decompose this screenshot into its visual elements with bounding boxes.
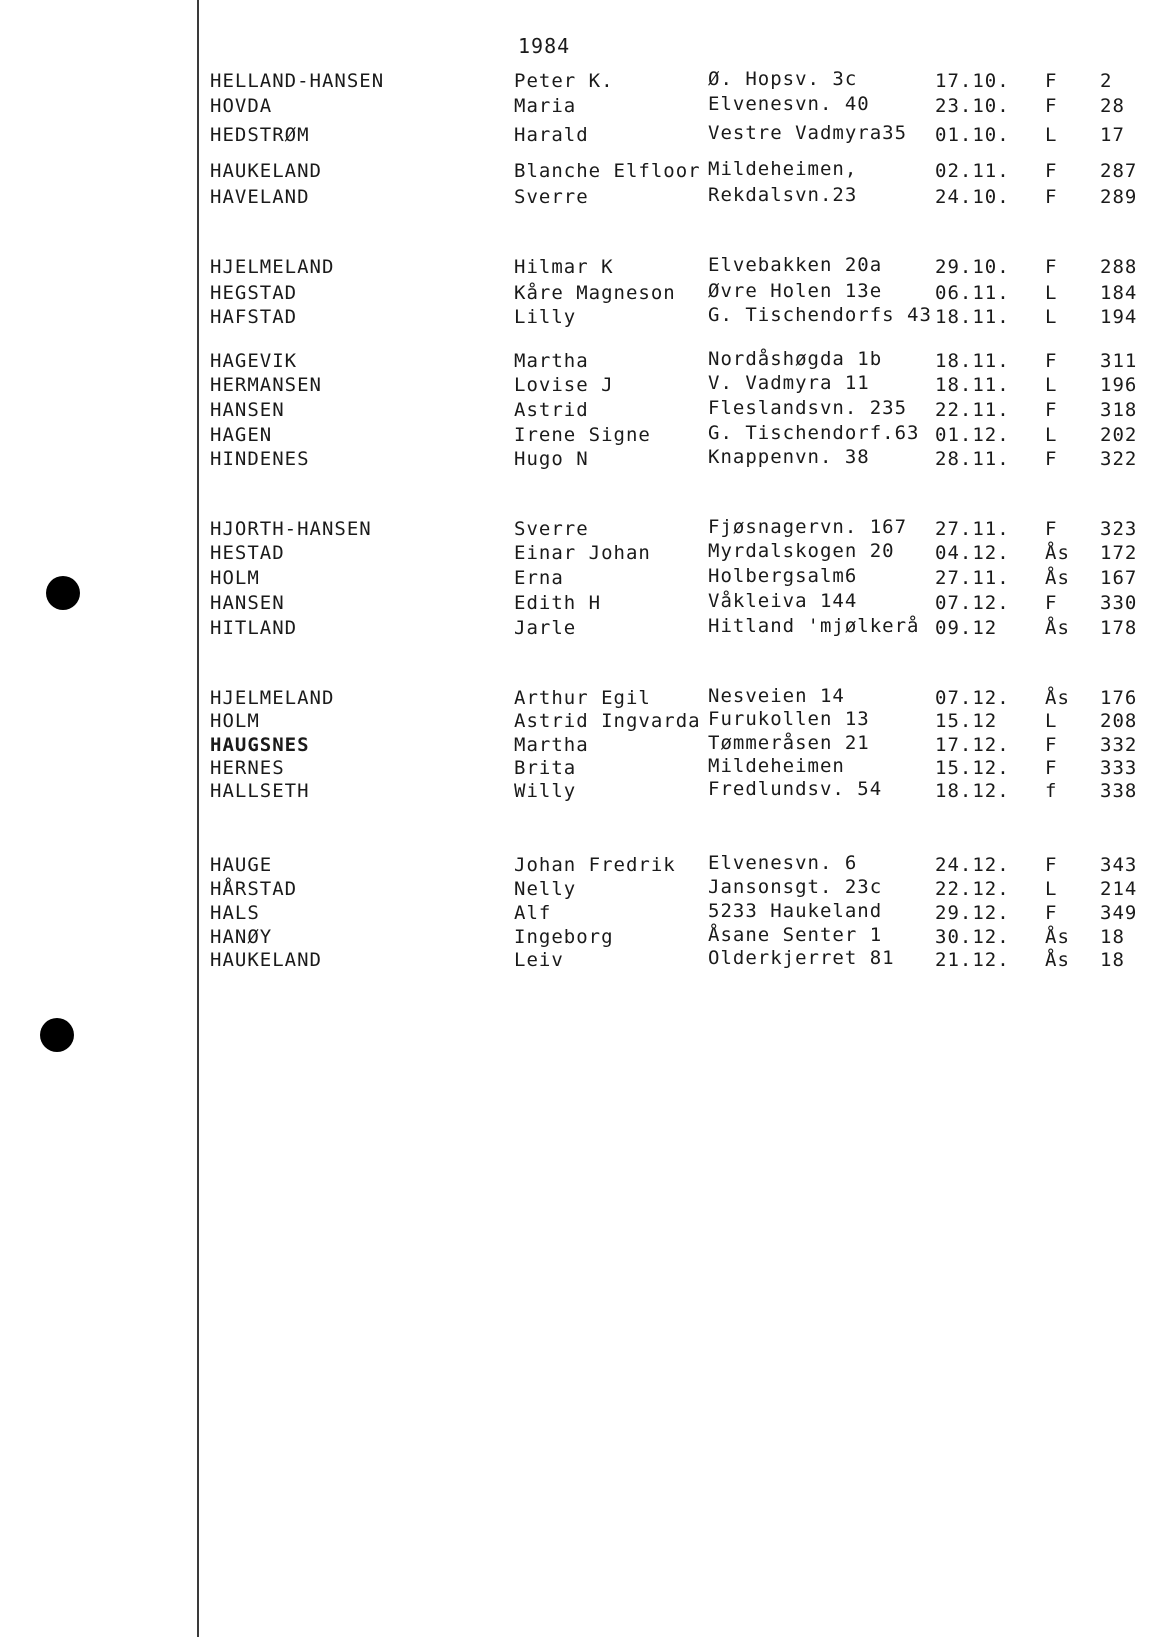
first-name: Brita xyxy=(514,757,577,779)
surname: HAUGSNES xyxy=(210,734,310,756)
record-number: 172 xyxy=(1100,542,1138,564)
date: 24.12. xyxy=(935,854,1010,876)
record-number: 208 xyxy=(1100,710,1138,732)
date: 23.10. xyxy=(935,95,1010,117)
date: 18.11. xyxy=(935,350,1010,372)
record-number: 289 xyxy=(1100,186,1138,208)
surname: HJELMELAND xyxy=(210,256,335,278)
date: 07.12. xyxy=(935,592,1010,614)
surname: HANØY xyxy=(210,926,273,948)
address: Nordåshøgda 1b xyxy=(708,348,883,370)
code: F xyxy=(1045,160,1058,182)
code: F xyxy=(1045,734,1058,756)
register-row xyxy=(0,124,1168,148)
register-row xyxy=(0,518,1168,542)
register-row xyxy=(0,256,1168,280)
address: Jansonsgt. 23c xyxy=(708,876,883,898)
surname: HAVELAND xyxy=(210,186,310,208)
record-number: 202 xyxy=(1100,424,1138,446)
register-row xyxy=(0,95,1168,119)
address: Hitland 'mjølkerå xyxy=(708,615,920,637)
record-number: 196 xyxy=(1100,374,1138,396)
register-row xyxy=(0,878,1168,902)
date: 01.10. xyxy=(935,124,1010,146)
first-name: Hugo N xyxy=(514,448,589,470)
register-row xyxy=(0,592,1168,616)
address: Åsane Senter 1 xyxy=(708,924,883,946)
surname: HJELMELAND xyxy=(210,687,335,709)
first-name: Irene Signe xyxy=(514,424,651,446)
first-name: Kåre Magneson xyxy=(514,282,676,304)
code: L xyxy=(1045,306,1058,328)
code: F xyxy=(1045,592,1058,614)
surname: HAGEVIK xyxy=(210,350,298,372)
record-number: 184 xyxy=(1100,282,1138,304)
date: 09.12 xyxy=(935,617,998,639)
code: Ås xyxy=(1045,567,1070,589)
first-name: Johan Fredrik xyxy=(514,854,676,876)
date: 27.11. xyxy=(935,567,1010,589)
register-row xyxy=(0,350,1168,374)
code: F xyxy=(1045,399,1058,421)
record-number: 287 xyxy=(1100,160,1138,182)
address: Øvre Holen 13e xyxy=(708,280,883,302)
record-number: 2 xyxy=(1100,70,1113,92)
first-name: Einar Johan xyxy=(514,542,651,564)
surname: HANSEN xyxy=(210,399,285,421)
address: Furukollen 13 xyxy=(708,708,870,730)
record-number: 322 xyxy=(1100,448,1138,470)
date: 27.11. xyxy=(935,518,1010,540)
code: L xyxy=(1045,878,1058,900)
date: 29.10. xyxy=(935,256,1010,278)
surname: HEDSTRØM xyxy=(210,124,310,146)
record-number: 311 xyxy=(1100,350,1138,372)
address: Mildeheimen, xyxy=(708,158,858,180)
address: Vestre Vadmyra35 xyxy=(708,122,908,144)
code: F xyxy=(1045,95,1058,117)
record-number: 323 xyxy=(1100,518,1138,540)
register-row xyxy=(0,926,1168,950)
address: Myrdalskogen 20 xyxy=(708,540,895,562)
first-name: Sverre xyxy=(514,186,589,208)
first-name: Leiv xyxy=(514,949,564,971)
register-row xyxy=(0,710,1168,734)
first-name: Willy xyxy=(514,780,577,802)
register-row xyxy=(0,70,1168,94)
surname: HALLSETH xyxy=(210,780,310,802)
address: V. Vadmyra 11 xyxy=(708,372,870,394)
surname: HESTAD xyxy=(210,542,285,564)
code: F xyxy=(1045,757,1058,779)
date: 15.12 xyxy=(935,710,998,732)
register-row xyxy=(0,757,1168,781)
code: Ås xyxy=(1045,926,1070,948)
date: 17.10. xyxy=(935,70,1010,92)
record-number: 318 xyxy=(1100,399,1138,421)
first-name: Astrid xyxy=(514,399,589,421)
address: Våkleiva 144 xyxy=(708,590,858,612)
first-name: Martha xyxy=(514,350,589,372)
first-name: Blanche Elfloor xyxy=(514,160,701,182)
surname: HJORTH-HANSEN xyxy=(210,518,372,540)
surname: HAUKELAND xyxy=(210,949,322,971)
register-row xyxy=(0,780,1168,804)
record-number: 349 xyxy=(1100,902,1138,924)
address: Fleslandsvn. 235 xyxy=(708,397,908,419)
date: 21.12. xyxy=(935,949,1010,971)
address: Ø. Hopsv. 3c xyxy=(708,68,858,90)
date: 06.11. xyxy=(935,282,1010,304)
surname: HINDENES xyxy=(210,448,310,470)
surname: HAUKELAND xyxy=(210,160,322,182)
address: Rekdalsvn.23 xyxy=(708,184,858,206)
code: F xyxy=(1045,448,1058,470)
surname: HALS xyxy=(210,902,260,924)
code: Ås xyxy=(1045,617,1070,639)
code: f xyxy=(1045,780,1058,802)
first-name: Erna xyxy=(514,567,564,589)
date: 18.11. xyxy=(935,374,1010,396)
record-number: 330 xyxy=(1100,592,1138,614)
first-name: Sverre xyxy=(514,518,589,540)
first-name: Nelly xyxy=(514,878,577,900)
date: 28.11. xyxy=(935,448,1010,470)
date: 15.12. xyxy=(935,757,1010,779)
code: F xyxy=(1045,854,1058,876)
record-number: 17 xyxy=(1100,124,1125,146)
address: Elvebakken 20a xyxy=(708,254,883,276)
register-row xyxy=(0,160,1168,184)
date: 22.12. xyxy=(935,878,1010,900)
surname: HAGEN xyxy=(210,424,273,446)
address: Fjøsnagervn. 167 xyxy=(708,516,908,538)
first-name: Martha xyxy=(514,734,589,756)
code: L xyxy=(1045,374,1058,396)
record-number: 167 xyxy=(1100,567,1138,589)
code: L xyxy=(1045,710,1058,732)
first-name: Harald xyxy=(514,124,589,146)
record-number: 194 xyxy=(1100,306,1138,328)
address: Holbergsalm6 xyxy=(708,565,858,587)
address: Elvenesvn. 6 xyxy=(708,852,858,874)
code: F xyxy=(1045,186,1058,208)
surname: HITLAND xyxy=(210,617,298,639)
register-row xyxy=(0,306,1168,330)
register-row xyxy=(0,567,1168,591)
date: 30.12. xyxy=(935,926,1010,948)
code: Ås xyxy=(1045,542,1070,564)
surname: HANSEN xyxy=(210,592,285,614)
register-year: 1984 xyxy=(518,34,571,58)
first-name: Peter K. xyxy=(514,70,614,92)
record-number: 178 xyxy=(1100,617,1138,639)
surname: HELLAND-HANSEN xyxy=(210,70,385,92)
register-row xyxy=(0,448,1168,472)
record-number: 176 xyxy=(1100,687,1138,709)
surname: HAFSTAD xyxy=(210,306,298,328)
address: Knappenvn. 38 xyxy=(708,446,870,468)
record-number: 332 xyxy=(1100,734,1138,756)
first-name: Arthur Egil xyxy=(514,687,651,709)
first-name: Astrid Ingvarda xyxy=(514,710,701,732)
surname: HOLM xyxy=(210,710,260,732)
register-row xyxy=(0,734,1168,758)
code: F xyxy=(1045,350,1058,372)
first-name: Maria xyxy=(514,95,577,117)
date: 24.10. xyxy=(935,186,1010,208)
register-row xyxy=(0,617,1168,641)
register-row xyxy=(0,687,1168,711)
register-row xyxy=(0,374,1168,398)
address: 5233 Haukeland xyxy=(708,900,883,922)
code: Ås xyxy=(1045,687,1070,709)
surname: HOVDA xyxy=(210,95,273,117)
code: F xyxy=(1045,902,1058,924)
address: Nesveien 14 xyxy=(708,685,845,707)
first-name: Lovise J xyxy=(514,374,614,396)
first-name: Jarle xyxy=(514,617,577,639)
surname: HERNES xyxy=(210,757,285,779)
register-row xyxy=(0,186,1168,210)
code: F xyxy=(1045,256,1058,278)
first-name: Hilmar K xyxy=(514,256,614,278)
date: 29.12. xyxy=(935,902,1010,924)
address: G. Tischendorf.63 xyxy=(708,422,920,444)
date: 02.11. xyxy=(935,160,1010,182)
address: G. Tischendorfs 43 xyxy=(708,304,932,326)
date: 17.12. xyxy=(935,734,1010,756)
address: Elvenesvn. 40 xyxy=(708,93,870,115)
code: F xyxy=(1045,518,1058,540)
date: 07.12. xyxy=(935,687,1010,709)
surname: HOLM xyxy=(210,567,260,589)
address: Tømmeråsen 21 xyxy=(708,732,870,754)
record-number: 18 xyxy=(1100,949,1125,971)
register-row xyxy=(0,949,1168,973)
register-row xyxy=(0,902,1168,926)
code: L xyxy=(1045,424,1058,446)
record-number: 18 xyxy=(1100,926,1125,948)
register-row xyxy=(0,282,1168,306)
surname: HÅRSTAD xyxy=(210,878,298,900)
surname: HAUGE xyxy=(210,854,273,876)
record-number: 214 xyxy=(1100,878,1138,900)
surname: HERMANSEN xyxy=(210,374,322,396)
address: Mildeheimen xyxy=(708,755,845,777)
register-row xyxy=(0,424,1168,448)
margin-rule xyxy=(197,0,199,1637)
register-row xyxy=(0,854,1168,878)
first-name: Alf xyxy=(514,902,552,924)
first-name: Ingeborg xyxy=(514,926,614,948)
record-number: 288 xyxy=(1100,256,1138,278)
record-number: 28 xyxy=(1100,95,1125,117)
address: Fredlundsv. 54 xyxy=(708,778,883,800)
register-row xyxy=(0,542,1168,566)
code: L xyxy=(1045,124,1058,146)
address: Olderkjerret 81 xyxy=(708,947,895,969)
record-number: 343 xyxy=(1100,854,1138,876)
punch-hole-lower xyxy=(40,1018,74,1052)
date: 01.12. xyxy=(935,424,1010,446)
date: 22.11. xyxy=(935,399,1010,421)
record-number: 333 xyxy=(1100,757,1138,779)
surname: HEGSTAD xyxy=(210,282,298,304)
register-row xyxy=(0,399,1168,423)
date: 18.11. xyxy=(935,306,1010,328)
code: F xyxy=(1045,70,1058,92)
code: Ås xyxy=(1045,949,1070,971)
record-number: 338 xyxy=(1100,780,1138,802)
code: L xyxy=(1045,282,1058,304)
date: 04.12. xyxy=(935,542,1010,564)
first-name: Lilly xyxy=(514,306,577,328)
first-name: Edith H xyxy=(514,592,602,614)
date: 18.12. xyxy=(935,780,1010,802)
